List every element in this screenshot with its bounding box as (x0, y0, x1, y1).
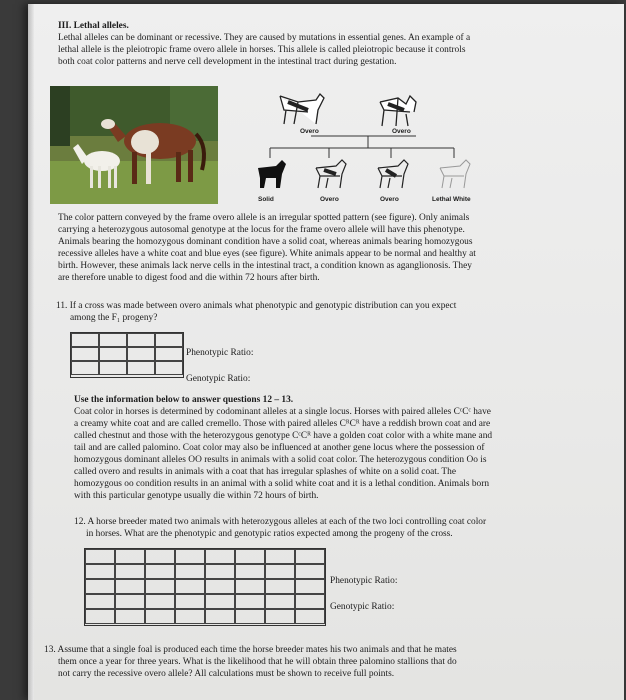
overo-horse-icon (378, 160, 408, 188)
solid-horse-icon (258, 160, 286, 188)
overo-horse-icon (280, 94, 324, 124)
offspring-label-solid: Solid (258, 196, 274, 203)
q11-line-2: among the F₁ progeny? (70, 313, 158, 323)
info-heading: Use the information below to answer questions 12 – 13. (74, 395, 294, 405)
body-line-5: birth. However, these animals lack nerve cells in the intestinal tract, a condition known as aganglionosis. They (58, 261, 472, 271)
info-line-4: tail and are called palomino. Coat color may also be influenced at another gene locus where the possession of (74, 443, 485, 453)
intro-line-3: both coat color patterns and nerve cell development in the intestinal tract during gestation. (58, 57, 397, 67)
q12-phenotypic-label: Phenotypic Ratio: (330, 576, 398, 586)
info-line-8: with this particular genotype usually die within 72 hours of birth. (74, 491, 319, 501)
info-line-7: homozygous oo condition results in an animal with a solid white coat and it is a lethal condition. Animals born (74, 479, 490, 489)
q13-line-3: not carry the recessive overo allele? All calculations must be shown to receive full points. (58, 669, 395, 679)
info-line-2: a creamy white coat and are called cremello. Those with paired alleles CᴿCᴿ have a reddish brown coat and are (74, 419, 491, 429)
parent-label-2: Overo (392, 128, 411, 135)
intro-line-2: lethal allele is the pleiotropic frame overo allele in horses. This allele is called pleiotropic because it controls (58, 45, 466, 55)
info-line-5: homozygous dominant alleles OO results in animals with a solid coat color. The heterozygous condition Oo is (74, 455, 487, 465)
q11-punnett-square[interactable] (70, 332, 184, 378)
pedigree-diagram (228, 88, 488, 208)
body-line-1: The color pattern conveyed by the frame overo allele is an irregular spotted pattern (see figure). Only animals (58, 213, 470, 223)
q12-punnett-square[interactable] (84, 548, 326, 626)
q11-phenotypic-label: Phenotypic Ratio: (186, 348, 254, 358)
body-line-4: recessive alleles have a white coat and blue eyes (see figure). White animals appear to be normal and healthy at (58, 249, 476, 259)
horse-photo (50, 86, 218, 204)
overo-horse-icon (316, 160, 346, 188)
info-line-1: Coat color in horses is determined by codominant alleles at a single locus. Horses with paired alleles CᶜCᶜ have (74, 407, 491, 417)
offspring-label-overo-1: Overo (320, 196, 339, 203)
overo-horse-icon (380, 96, 416, 126)
intro-line-1: Lethal alleles can be dominant or recessive. They are caused by mutations in essential genes. An example of a (58, 33, 471, 43)
q12-line-2: in horses. What are the phenotypic and genotypic ratios expected among the progeny of the cross. (86, 529, 453, 539)
body-line-3: Animals bearing the homozygous dominant condition have a solid coat, whereas animals bearing homozygous (58, 237, 473, 247)
body-line-6: are therefore unable to digest food and die within 72 hours after birth. (58, 273, 320, 283)
q13-line-2: them once a year for three years. What is the likelihood that he will obtain three palomino stallions that do (58, 657, 457, 667)
q11-genotypic-label: Genotypic Ratio: (186, 374, 251, 384)
q13-line-1: 13. Assume that a single foal is produced each time the horse breeder mates his two animals and that he mates (44, 645, 457, 655)
info-line-3: called chestnut and those with the heterozygous genotype CᶜCᴿ have a golden coat color with a white mane and (74, 431, 493, 441)
lethal-white-horse-icon (440, 160, 470, 188)
q12-genotypic-label: Genotypic Ratio: (330, 602, 395, 612)
offspring-label-overo-2: Overo (380, 196, 399, 203)
page-fold-shadow (28, 4, 34, 700)
q12-line-1: 12. A horse breeder mated two animals with heterozygous alleles at each of the two loci controlling coat color (74, 517, 487, 527)
worksheet-page (28, 4, 624, 700)
info-line-6: called overo and results in animals with a coat that has irregular splashes of white on a solid coat. The (74, 467, 457, 477)
section-title: III. Lethal alleles. (58, 21, 129, 31)
body-line-2: carrying a heterozygous autosomal genotype at the locus for the frame overo allele will have this phenotype. (58, 225, 465, 235)
offspring-label-lethal-white: Lethal White (432, 196, 471, 203)
parent-label-1: Overo (300, 128, 319, 135)
q11-line-1: 11. If a cross was made between overo animals what phenotypic and genotypic distribution can you expect (56, 301, 457, 311)
